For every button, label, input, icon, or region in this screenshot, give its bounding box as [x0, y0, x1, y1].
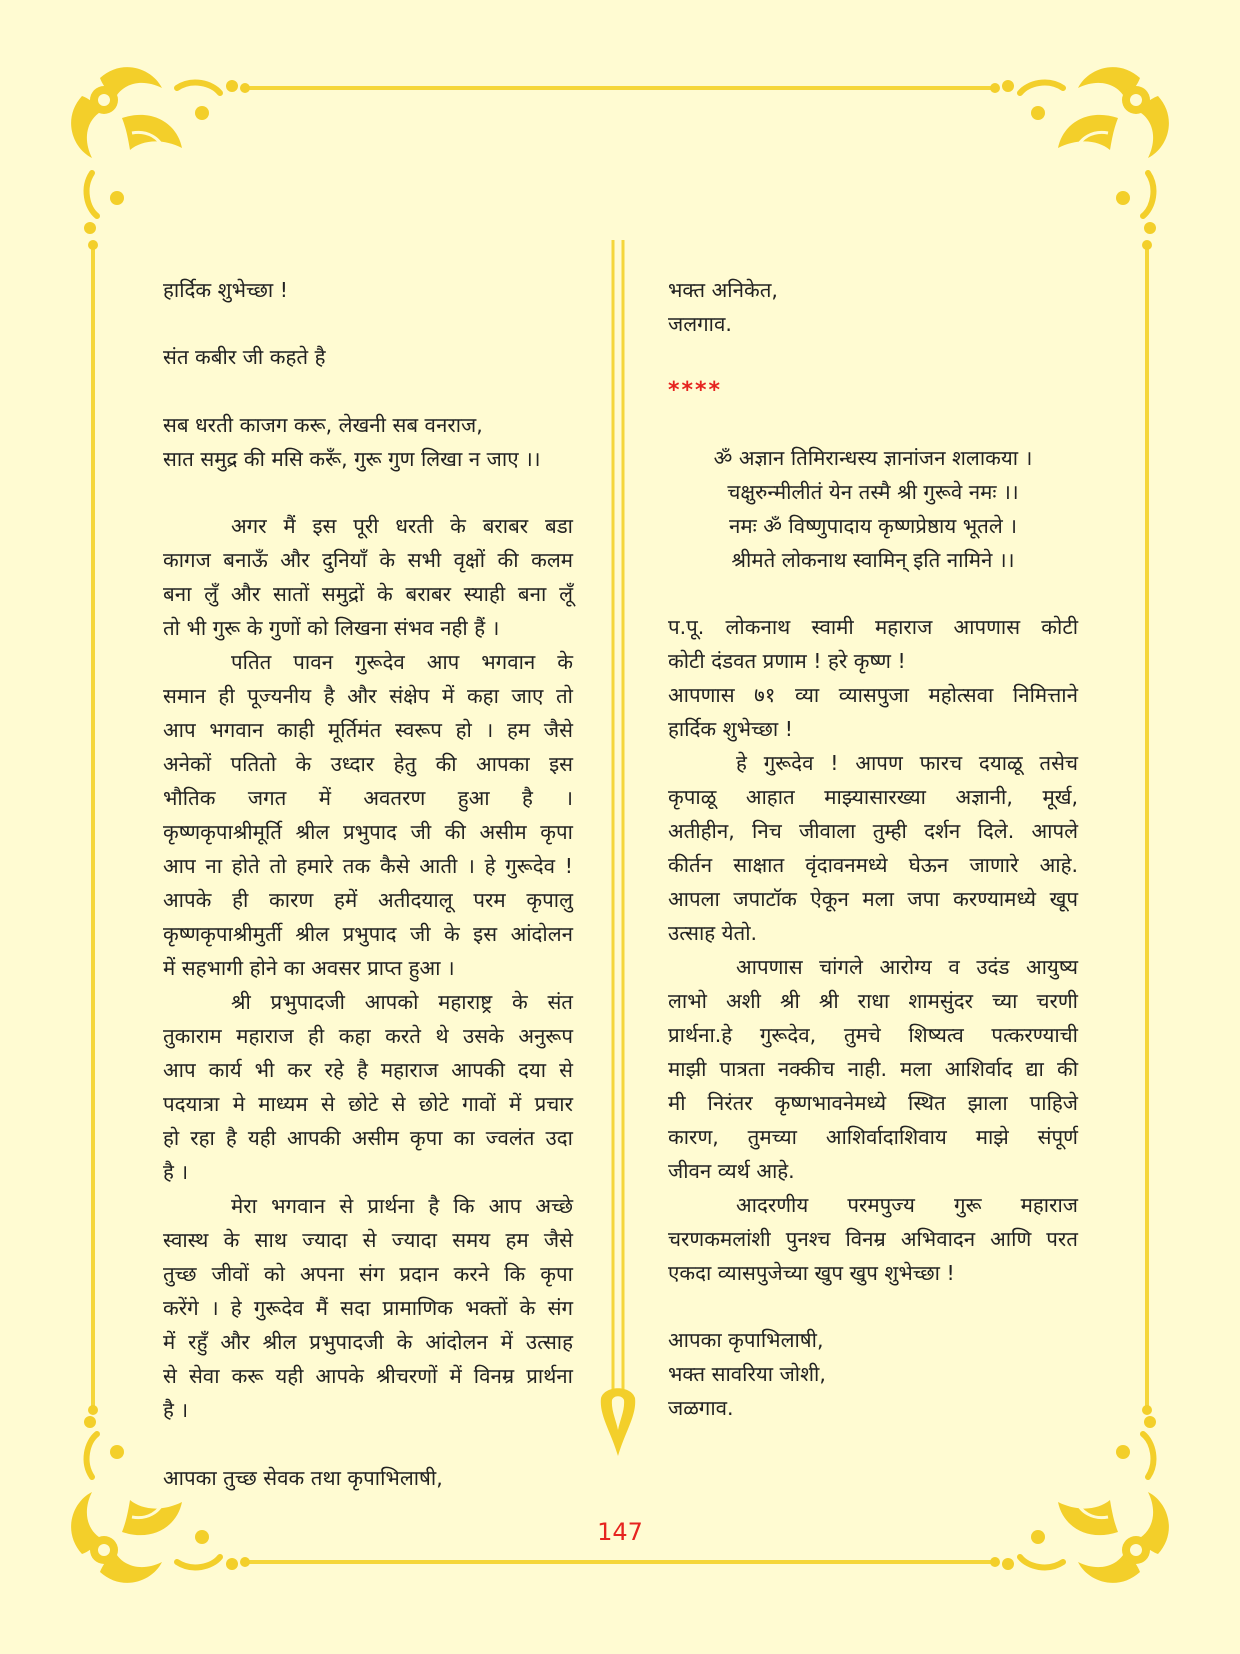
text-line: अतीहीन, निच जीवाला तुम्ही दर्शन दिले. आपले — [668, 819, 1078, 843]
shloka-line: नमः ॐ विष्णुपादाय कृष्णप्रेष्ठाय भूतले । — [728, 514, 1018, 538]
text-line: में रहुँ और श्रील प्रभुपादजी के आंदोलन में उत्साह — [163, 1330, 573, 1354]
text-line: स्वास्थ के साथ ज्यादा से ज्यादा समय हम जैसे — [163, 1228, 573, 1252]
right-column — [668, 273, 1078, 1425]
text-line: आदरणीय परमपुज्य गुरू महाराज — [736, 1193, 1078, 1217]
section-separator: **** — [668, 378, 723, 403]
corner-ornament-top-left — [71, 67, 238, 234]
text-line: पदयात्रा मे माध्यम से छोटे से छोटे गावों में प्रचार — [163, 1092, 573, 1116]
intro-line: संत कबीर जी कहते है — [163, 345, 326, 369]
text-line: तुच्छ जीवों को अपना संग प्रदान करने कि कृपा — [163, 1262, 573, 1286]
doha-line: सात समुद्र की मसि करूँ, गुरू गुण लिखा न जाए ।। — [163, 447, 541, 471]
right-paragraph-4 — [668, 1188, 1078, 1290]
text-line: अगर मैं इस पूरी धरती के बराबर बडा — [231, 514, 573, 538]
text-line: हो रहा है यही आपकी असीम कृपा का ज्वलंत उदा — [163, 1126, 573, 1150]
text-line: मेरा भगवान से प्रार्थना है कि आप अच्छे — [231, 1194, 573, 1218]
text-line: बना लुँ और सातों समुद्रों के बराबर स्याही बना लूँ — [163, 582, 573, 606]
left-paragraph-4 — [163, 1189, 573, 1427]
text-line: चरणकमलांशी पुनश्च विनम्र अभिवादन आणि परत — [668, 1227, 1078, 1251]
text-line: कृपाळू आहात माझ्यासारख्या अज्ञानी, मूर्ख, — [668, 785, 1078, 809]
signoff: आपका तुच्छ सेवक तथा कृपाभिलाषी, — [163, 1466, 443, 1490]
column-divider — [601, 240, 635, 1456]
signoff-place: जळगाव. — [668, 1396, 734, 1420]
left-paragraph-3 — [163, 985, 573, 1189]
text-line: से सेवा करू यही आपके श्रीचरणों में विनम्र प्रार्थना — [163, 1364, 573, 1388]
doha-line: सब धरती काजग करू, लेखनी सब वनराज, — [163, 413, 483, 437]
left-paragraph-1 — [163, 509, 573, 645]
shloka — [668, 441, 1078, 577]
text-line: कृष्णकृपाश्रीमुर्ती श्रील प्रभुपाद जी के इस आंदोलन — [163, 922, 573, 946]
text-line: आप ना होते तो हमारे तक कैसे आती । हे गुरूदेव ! — [163, 854, 573, 878]
left-column — [163, 273, 573, 1495]
text-line: अनेकों पतितो के उध्दार हेतु की आपका इस — [163, 752, 573, 776]
text-line: है । — [163, 1398, 189, 1422]
page-number: 147 — [597, 1518, 643, 1546]
text-line: कृष्णकृपाश्रीमूर्ति श्रील प्रभुपाद जी की असीम कृपा — [163, 820, 573, 844]
text-line: लाभो अशी श्री श्री राधा शामसुंदर च्या चरणी — [668, 989, 1078, 1013]
text-line: श्री प्रभुपादजी आपको महाराष्ट्र के संत — [231, 990, 573, 1014]
text-line: प.पू. लोकनाथ स्वामी महाराज आपणास कोटी — [668, 615, 1078, 639]
text-line: कीर्तन साक्षात वृंदावनमध्ये घेऊन जाणारे आहे. — [668, 853, 1078, 877]
text-line: उत्साह येतो. — [668, 921, 758, 945]
right-paragraph-2 — [668, 746, 1078, 950]
sender-place: जलगाव. — [668, 312, 732, 336]
shloka-line: श्रीमते लोकनाथ स्वामिन् इति नामिने ।। — [731, 548, 1015, 572]
text-line: आप भगवान काही मूर्तिमंत स्वरूप हो । हम जैसे — [163, 718, 573, 742]
greeting: हार्दिक शुभेच्छा ! — [163, 278, 288, 302]
text-line: है । — [163, 1160, 189, 1184]
text-line: आपणास ७१ व्या व्यासपुजा महोत्सवा निमित्ताने — [668, 683, 1078, 707]
right-paragraph-3 — [668, 950, 1078, 1188]
text-line: भौतिक जगत में अवतरण हुआ है । — [163, 786, 573, 810]
sender-name: भक्त अनिकेत, — [668, 278, 778, 302]
text-line: तुकाराम महाराज ही कहा करते थे उसके अनुरूप — [163, 1024, 573, 1048]
corner-ornament-bottom-right — [1002, 1416, 1169, 1583]
text-line: एकदा व्यासपुजेच्या खुप खुप शुभेच्छा ! — [668, 1261, 955, 1285]
text-line: जीवन व्यर्थ आहे. — [668, 1159, 795, 1183]
text-line: कारण, तुमच्या आशिर्वादाशिवाय माझे संपूर्ण — [668, 1125, 1078, 1149]
corner-ornament-top-right — [1002, 67, 1169, 234]
text-line: करेंगे । हे गुरूदेव मैं सदा प्रामाणिक भक्तों के संग — [163, 1296, 573, 1320]
text-line: कागज बनाऊँ और दुनियाँ के सभी वृक्षों की कलम — [163, 548, 573, 572]
text-line: हार्दिक शुभेच्छा ! — [668, 717, 793, 741]
right-paragraph-1 — [668, 610, 1078, 746]
text-line: हे गुरूदेव ! आपण फारच दयाळू तसेच — [736, 751, 1078, 775]
text-line: मी निरंतर कृष्णभावनेमध्ये स्थित झाला पाहिजे — [668, 1091, 1078, 1115]
text-line: प्रार्थना.हे गुरूदेव, तुमचे शिष्यत्व पत्करण्याची — [668, 1023, 1078, 1047]
text-line: में सहभागी होने का अवसर प्राप्त हुआ । — [163, 956, 455, 980]
text-line: आपणास चांगले आरोग्य व उदंड आयुष्य — [736, 955, 1078, 979]
text-line: पतित पावन गुरूदेव आप भगवान के — [231, 650, 573, 674]
text-line: माझी पात्रता नक्कीच नाही. मला आशिर्वाद द्या की — [668, 1057, 1078, 1081]
signoff-name: भक्त सावरिया जोशी, — [668, 1362, 826, 1386]
text-line: आपला जपाटॉक ऐकून मला जपा करण्यामध्ये खूप — [668, 887, 1078, 911]
text-line: आपके ही कारण हमें अतीदयालू परम कृपालु — [163, 888, 573, 912]
shloka-line: चक्षुरुन्मीलीतं येन तस्मै श्री गुरूवे नमः ।। — [727, 480, 1019, 504]
text-line: कोटी दंडवत प्रणाम ! हरे कृष्ण ! — [668, 649, 906, 673]
text-line: आप कार्य भी कर रहे है महाराज आपकी दया से — [163, 1058, 573, 1082]
text-line: तो भी गुरू के गुणों को लिखना संभव नही हैं । — [163, 616, 500, 640]
shloka-line: ॐ अज्ञान तिमिरान्धस्य ज्ञानांजन शलाकया । — [713, 446, 1033, 470]
text-line: समान ही पूज्यनीय है और संक्षेप में कहा जाए तो — [163, 684, 573, 708]
left-paragraph-2 — [163, 645, 573, 985]
signoff-line: आपका कृपाभिलाषी, — [668, 1328, 824, 1352]
